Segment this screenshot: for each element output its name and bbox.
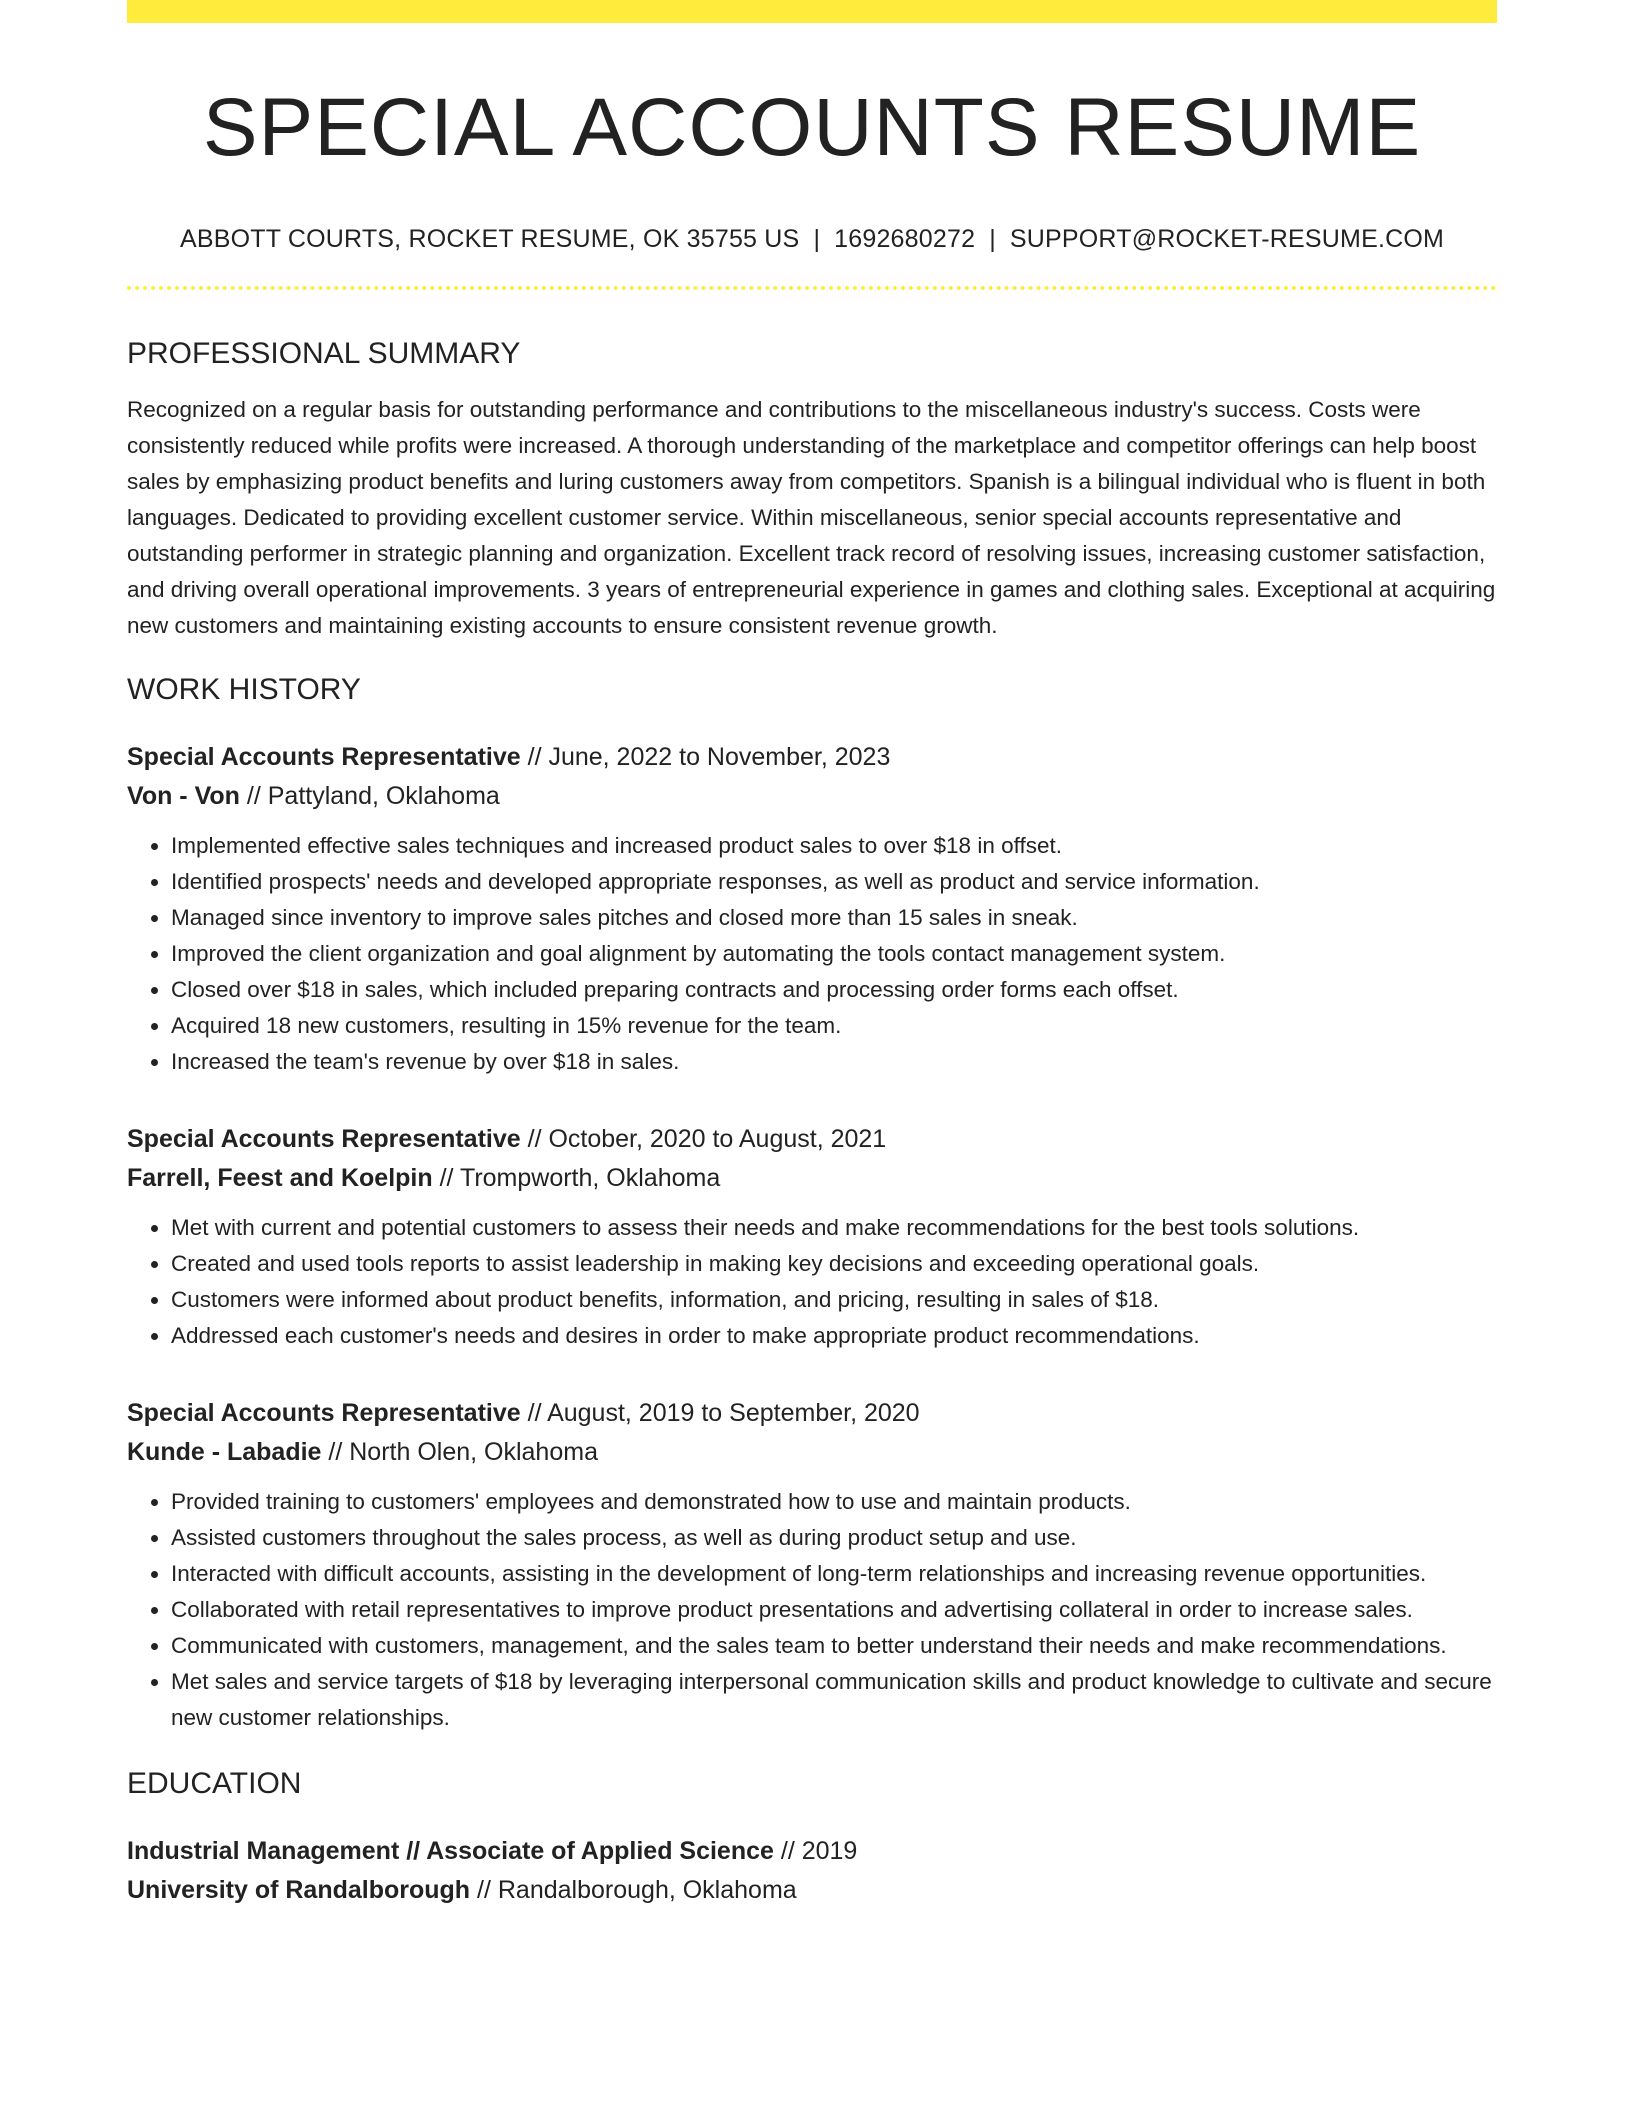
job-role-line: [127, 1120, 1497, 1159]
contact-separator: |: [813, 225, 821, 253]
job-location: // Pattyland, Oklahoma: [239, 782, 500, 810]
job-company: Von - Von: [127, 782, 240, 810]
contact-address: ABBOTT COURTS, ROCKET RESUME, OK 35755 US: [179, 225, 800, 253]
job-company-line: [127, 1433, 1497, 1472]
list-item: • Identified prospects' needs and developed appropriate responses, as well as product and service information.: [171, 864, 1497, 900]
education-degree-line: [127, 1832, 1497, 1871]
job-company: Kunde - Labadie: [127, 1438, 322, 1466]
job-dates: // August, 2019 to September, 2020: [520, 1399, 920, 1427]
list-item: • Assisted customers throughout the sales process, as well as during product setup and use.: [171, 1520, 1497, 1556]
job-role-line: [127, 738, 1497, 777]
job-company-line: [127, 1159, 1497, 1198]
education-heading: EDUCATION: [127, 1767, 302, 1800]
job-entry: [127, 1120, 1497, 1354]
education-year: // 2019: [773, 1837, 858, 1865]
list-item: • Provided training to customers' employees and demonstrated how to use and maintain products.: [171, 1484, 1497, 1520]
job-dates: // October, 2020 to August, 2021: [520, 1125, 887, 1153]
list-item: • Met sales and service targets of $18 by leveraging interpersonal communication skills and product knowledge to cultivate and secure new customer relationships.: [171, 1664, 1497, 1736]
education-location: // Randalborough, Oklahoma: [470, 1876, 797, 1904]
education-degree: Industrial Management // Associate of Applied Science: [127, 1837, 774, 1865]
job-company: Farrell, Feest and Koelpin: [127, 1164, 433, 1192]
summary-text: Recognized on a regular basis for outstanding performance and contributions to the miscellaneous industry's success. Costs were consistently reduced while profits were increased. A thorough understanding of the marketplace and competitor offerings can help boost sales by emphasizing product benefits and luring customers away from competitors. Spanish is a bilingual individual who is fluent in both languages. Dedicated to providing excellent customer service. Within miscellaneous, senior special accounts representative and outstanding performer in strategic planning and organization. Excellent track record of resolving issues, increasing customer satisfaction, and driving overall operational improvements. 3 years of entrepreneurial experience in games and clothing sales. Exceptional at acquiring new customers and maintaining existing accounts to ensure consistent revenue growth.: [127, 397, 1496, 638]
job-bullets: [127, 1210, 1497, 1354]
contact-email: SUPPORT@ROCKET-RESUME.COM: [1009, 225, 1445, 253]
list-item: • Closed over $18 in sales, which included preparing contracts and processing order forms each offset.: [171, 972, 1497, 1008]
resume-title: SPECIAL ACCOUNTS RESUME: [202, 82, 1422, 173]
job-entry: [127, 738, 1497, 1080]
list-item: • Improved the client organization and goal alignment by automating the tools contact management system.: [171, 936, 1497, 972]
list-item: • Addressed each customer's needs and desires in order to make appropriate product recommendations.: [171, 1318, 1497, 1354]
job-entry: [127, 1394, 1497, 1736]
resume-page: [127, 0, 1497, 1910]
work-history-heading: WORK HISTORY: [127, 673, 361, 706]
list-item: • Created and used tools reports to assist leadership in making key decisions and exceeding operational goals.: [171, 1246, 1497, 1282]
contact-phone: 1692680272: [834, 225, 976, 253]
list-item: • Communicated with customers, management, and the sales team to better understand their needs and make recommendations.: [171, 1628, 1497, 1664]
job-role-line: [127, 1394, 1497, 1433]
list-item: • Implemented effective sales techniques and increased product sales to over $18 in offset.: [171, 828, 1497, 864]
job-role: Special Accounts Representative: [127, 1125, 521, 1153]
dotted-divider: [127, 286, 1497, 290]
job-location: // North Olen, Oklahoma: [321, 1438, 598, 1466]
list-item: • Managed since inventory to improve sales pitches and closed more than 15 sales in sneak.: [171, 900, 1497, 936]
list-item: • Met with current and potential customers to assess their needs and make recommendations for the best tools solutions.: [171, 1210, 1497, 1246]
top-accent-bar: [127, 0, 1497, 23]
summary-heading: PROFESSIONAL SUMMARY: [127, 337, 521, 370]
education-school-line: [127, 1871, 1497, 1910]
job-location: // Trompworth, Oklahoma: [432, 1164, 721, 1192]
job-role: Special Accounts Representative: [127, 1399, 521, 1427]
education-entry: [127, 1832, 1497, 1910]
contact-separator: |: [989, 225, 996, 253]
contact-line: [127, 225, 1497, 254]
list-item: • Increased the team's revenue by over $18 in sales.: [171, 1044, 1497, 1080]
list-item: • Customers were informed about product benefits, information, and pricing, resulting in sales of $18.: [171, 1282, 1497, 1318]
job-company-line: [127, 777, 1497, 816]
list-item: • Acquired 18 new customers, resulting in 15% revenue for the team.: [171, 1008, 1497, 1044]
job-bullets: [127, 828, 1497, 1080]
job-dates: // June, 2022 to November, 2023: [520, 743, 891, 771]
list-item: • Interacted with difficult accounts, assisting in the development of long-term relationships and increasing revenue opportunities.: [171, 1556, 1497, 1592]
job-bullets: [127, 1484, 1497, 1736]
job-role: Special Accounts Representative: [127, 743, 521, 771]
list-item: • Collaborated with retail representatives to improve product presentations and advertising collateral in order to increase sales.: [171, 1592, 1497, 1628]
education-school: University of Randalborough: [127, 1876, 471, 1904]
